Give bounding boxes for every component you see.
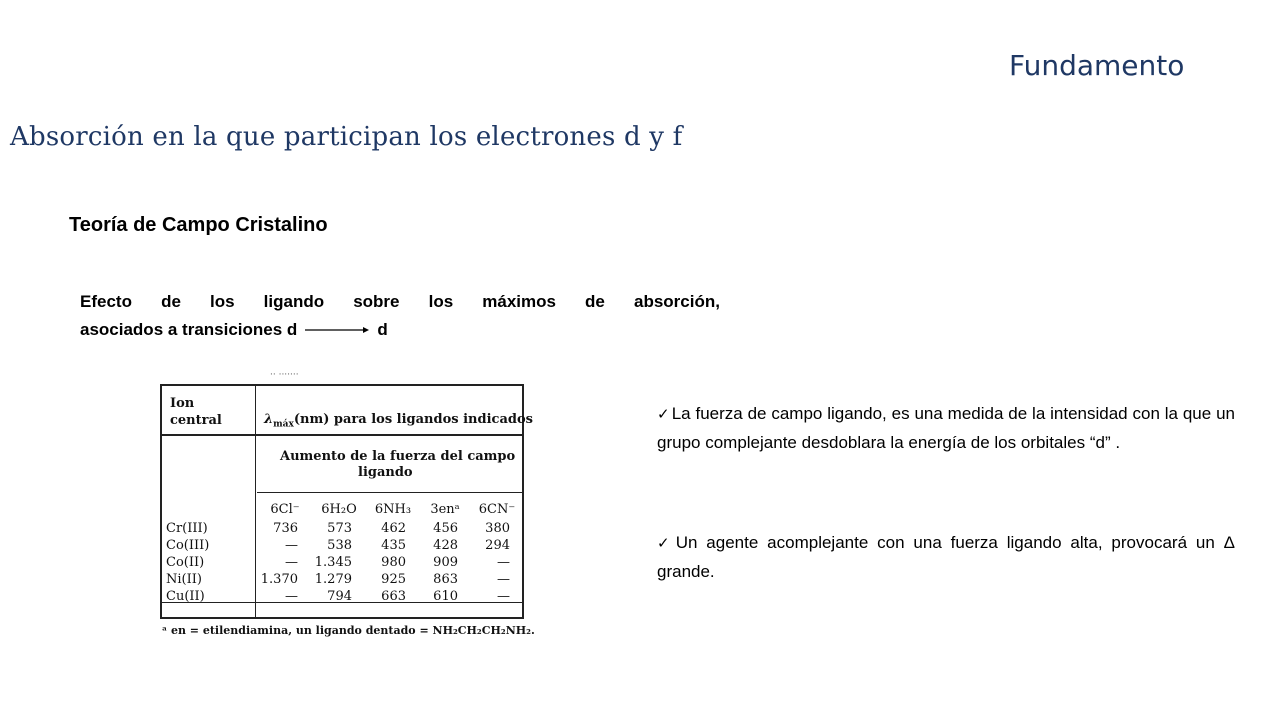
effect-word: absorción, — [633, 292, 720, 311]
ion-header-1: Ion — [170, 396, 195, 411]
strength-header-2: ligando — [358, 465, 413, 480]
cell: 435 — [381, 538, 406, 553]
col-header-h2o: 6H₂O — [321, 502, 357, 517]
strength-header-1: Aumento de la fuerza del campo — [280, 449, 516, 464]
cell: 380 — [485, 521, 510, 536]
col-header-en: 3enᵃ — [430, 502, 460, 517]
effect-word: sobre — [353, 292, 400, 311]
effect-word: los — [210, 292, 235, 311]
cell: 456 — [433, 521, 458, 536]
effect-paragraph — [80, 288, 720, 344]
cell: 573 — [327, 521, 352, 536]
effect-line-2 — [80, 316, 720, 344]
cell: — — [285, 589, 298, 604]
effect-line-1 — [80, 288, 720, 316]
checkmark-icon: ✓ — [657, 535, 674, 552]
bullet-item — [657, 529, 1235, 586]
effect-word: de — [585, 292, 605, 311]
table-footnote: ᵃ en = etilendiamina, un ligando dentado = NH₂CH₂CH₂NH₂. — [162, 624, 535, 637]
slide-title: Absorción en la que participan los electrones d y f — [10, 122, 683, 152]
row-ion: Co(III) — [166, 538, 210, 553]
lambda-header-text: (nm) para los ligandos indicados — [293, 412, 533, 427]
lambda-header — [264, 412, 533, 430]
col-header-cn: 6CN⁻ — [478, 502, 516, 517]
effect-word: de — [161, 292, 181, 311]
effect-line-2-suffix: d — [377, 320, 388, 339]
effect-word: ligando — [263, 292, 325, 311]
cell: 1.279 — [314, 572, 352, 587]
lambda-sub: máx — [273, 419, 294, 430]
cell: — — [497, 589, 510, 604]
cell: 663 — [381, 589, 406, 604]
ion-header-2: central — [170, 413, 222, 428]
strength-underline — [257, 492, 524, 493]
cell: 925 — [381, 572, 406, 587]
bullet-text: La fuerza de campo ligando, es una medida de la intensidad con la que un grupo complejante desdoblara la energía de los orbitales “d” . — [657, 404, 1235, 452]
arrow-right-icon — [305, 325, 369, 335]
cell: 1.345 — [314, 555, 352, 570]
cell: 736 — [273, 521, 298, 536]
cell: — — [497, 555, 510, 570]
effect-word: máximos — [482, 292, 556, 311]
cell: — — [285, 555, 298, 570]
row-ion: Co(II) — [166, 555, 205, 570]
subtitle: Teoría de Campo Cristalino — [69, 214, 328, 236]
checkmark-icon: ✓ — [657, 406, 670, 423]
scan-mark: ·· ······· — [270, 370, 299, 380]
effect-word: Efecto — [80, 292, 132, 311]
cell: — — [497, 572, 510, 587]
cell: 909 — [433, 555, 458, 570]
lambda-symbol: λ — [264, 412, 274, 427]
table-divider — [160, 434, 524, 436]
effect-word: los — [428, 292, 454, 311]
bullet-item — [657, 400, 1235, 457]
col-header-nh3: 6NH₃ — [374, 502, 412, 517]
bullet-text: Un agente acomplejante con una fuerza ligando alta, provocará un Δ grande. — [657, 533, 1236, 581]
cell: — — [285, 538, 298, 553]
cell: 538 — [327, 538, 352, 553]
row-ion: Cu(II) — [166, 589, 205, 604]
cell: 294 — [485, 538, 510, 553]
ligand-table — [160, 370, 535, 640]
row-ion: Ni(II) — [166, 572, 202, 587]
cell: 1.370 — [260, 572, 298, 587]
cell: 980 — [381, 555, 406, 570]
effect-line-2-prefix: asociados a transiciones d — [80, 320, 298, 339]
cell: 462 — [381, 521, 406, 536]
cell: 428 — [433, 538, 458, 553]
cell: 610 — [433, 589, 458, 604]
row-ion: Cr(III) — [166, 521, 208, 536]
cell: 863 — [433, 572, 458, 587]
col-header-cl: 6Cl⁻ — [270, 502, 300, 517]
cell: 794 — [327, 589, 352, 604]
section-title: Fundamento — [1009, 49, 1185, 82]
